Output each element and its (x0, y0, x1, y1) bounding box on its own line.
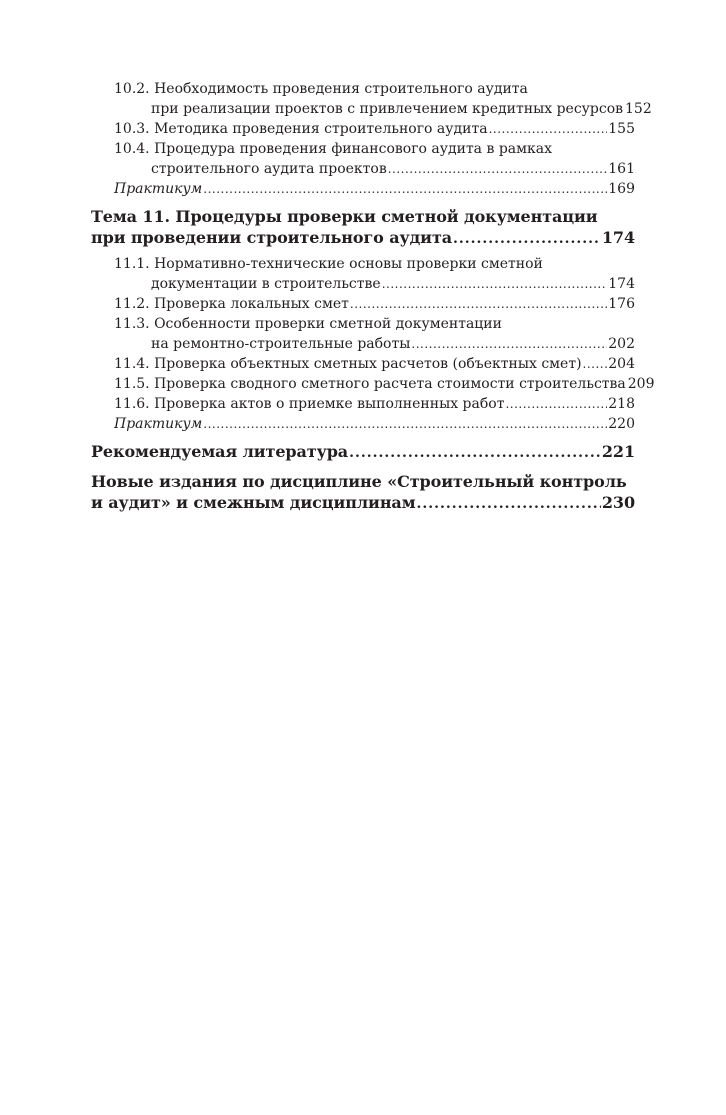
toc-entry-title: 10.4. Процедура проведения финансового аудита в рамках (114, 141, 553, 157)
toc-entry-11-5[interactable] (91, 374, 655, 394)
toc-entry-title: 10.2. Необходимость проведения строительного аудита (114, 81, 528, 97)
toc-entry-title: 11.4. Проверка объектных сметных расчетов (объектных смет) (114, 356, 582, 372)
table-of-contents (91, 79, 655, 515)
toc-entry-11-1[interactable] (91, 254, 635, 294)
toc-entry-title: 11.1. Нормативно-технические основы проверки сметной (114, 256, 543, 272)
leader-dots (489, 119, 608, 139)
page-number: 152 (625, 101, 652, 117)
page-number: 176 (608, 296, 635, 312)
leader-dots (203, 179, 607, 199)
toc-entry-title: 11.2. Проверка локальных смет (114, 296, 349, 312)
page-number: 174 (608, 276, 635, 292)
leader-dots (505, 394, 607, 414)
toc-entry-title: 11.5. Проверка сводного сметного расчета стоимости строительства (114, 376, 626, 392)
toc-topic-title: Тема 11. Процедуры проверки сметной документации (91, 207, 598, 226)
leader-dots (453, 227, 601, 250)
toc-entry-title: 10.3. Методика проведения строительного аудита (114, 121, 488, 137)
toc-entry-title-cont: документации в строительстве (151, 276, 381, 292)
page-number: 174 (601, 228, 635, 247)
leader-dots (382, 274, 608, 294)
leader-dots (388, 159, 608, 179)
toc-entry-11-6[interactable] (91, 394, 635, 414)
toc-entry-11-4[interactable] (91, 354, 635, 374)
page-number: 202 (608, 336, 635, 352)
page-number: 220 (608, 416, 635, 432)
toc-entry-practicum-11[interactable] (91, 414, 635, 434)
toc-topic-title-cont: при проведении строительного аудита (91, 228, 453, 247)
page-number: 230 (601, 493, 635, 512)
leader-dots (350, 294, 607, 314)
toc-entry-topic-11[interactable] (91, 206, 635, 250)
page-number: 209 (627, 376, 655, 392)
toc-entry-title-cont: строительного аудита проектов (151, 161, 387, 177)
toc-entry-10-4[interactable] (91, 139, 635, 179)
page-number: 221 (601, 442, 635, 461)
toc-entry-new-editions[interactable] (91, 471, 635, 515)
page-number: 161 (608, 161, 635, 177)
toc-entry-title: Практикум (114, 181, 203, 197)
leader-dots (349, 441, 601, 464)
page-number: 155 (608, 121, 635, 137)
toc-entry-literature[interactable] (91, 441, 635, 464)
toc-entry-title-cont: при реализации проектов с привлечением кредитных ресурсов (151, 101, 624, 117)
toc-entry-practicum-10[interactable] (91, 179, 635, 199)
toc-entry-11-3[interactable] (91, 314, 635, 354)
toc-entry-title: 11.6. Проверка актов о приемке выполненных работ (114, 396, 505, 412)
page-number: 169 (608, 181, 635, 197)
page-number: 204 (608, 356, 635, 372)
toc-entry-title: 11.3. Особенности проверки сметной документации (114, 316, 502, 332)
leader-dots (583, 354, 608, 374)
page-number: 218 (608, 396, 635, 412)
toc-entry-title: Практикум (114, 416, 203, 432)
toc-topic-title: Новые издания по дисциплине «Строительный контроль (91, 472, 627, 491)
toc-entry-10-3[interactable] (91, 119, 635, 139)
toc-entry-11-2[interactable] (91, 294, 635, 314)
toc-topic-title-cont: и аудит» и смежным дисциплинам (91, 493, 416, 512)
toc-entry-title-cont: на ремонтно-строительные работы (151, 336, 411, 352)
toc-topic-title: Рекомендуемая литература (91, 442, 349, 461)
leader-dots (203, 414, 607, 434)
leader-dots (411, 334, 607, 354)
toc-entry-10-2[interactable] (91, 79, 652, 119)
leader-dots (417, 492, 601, 515)
